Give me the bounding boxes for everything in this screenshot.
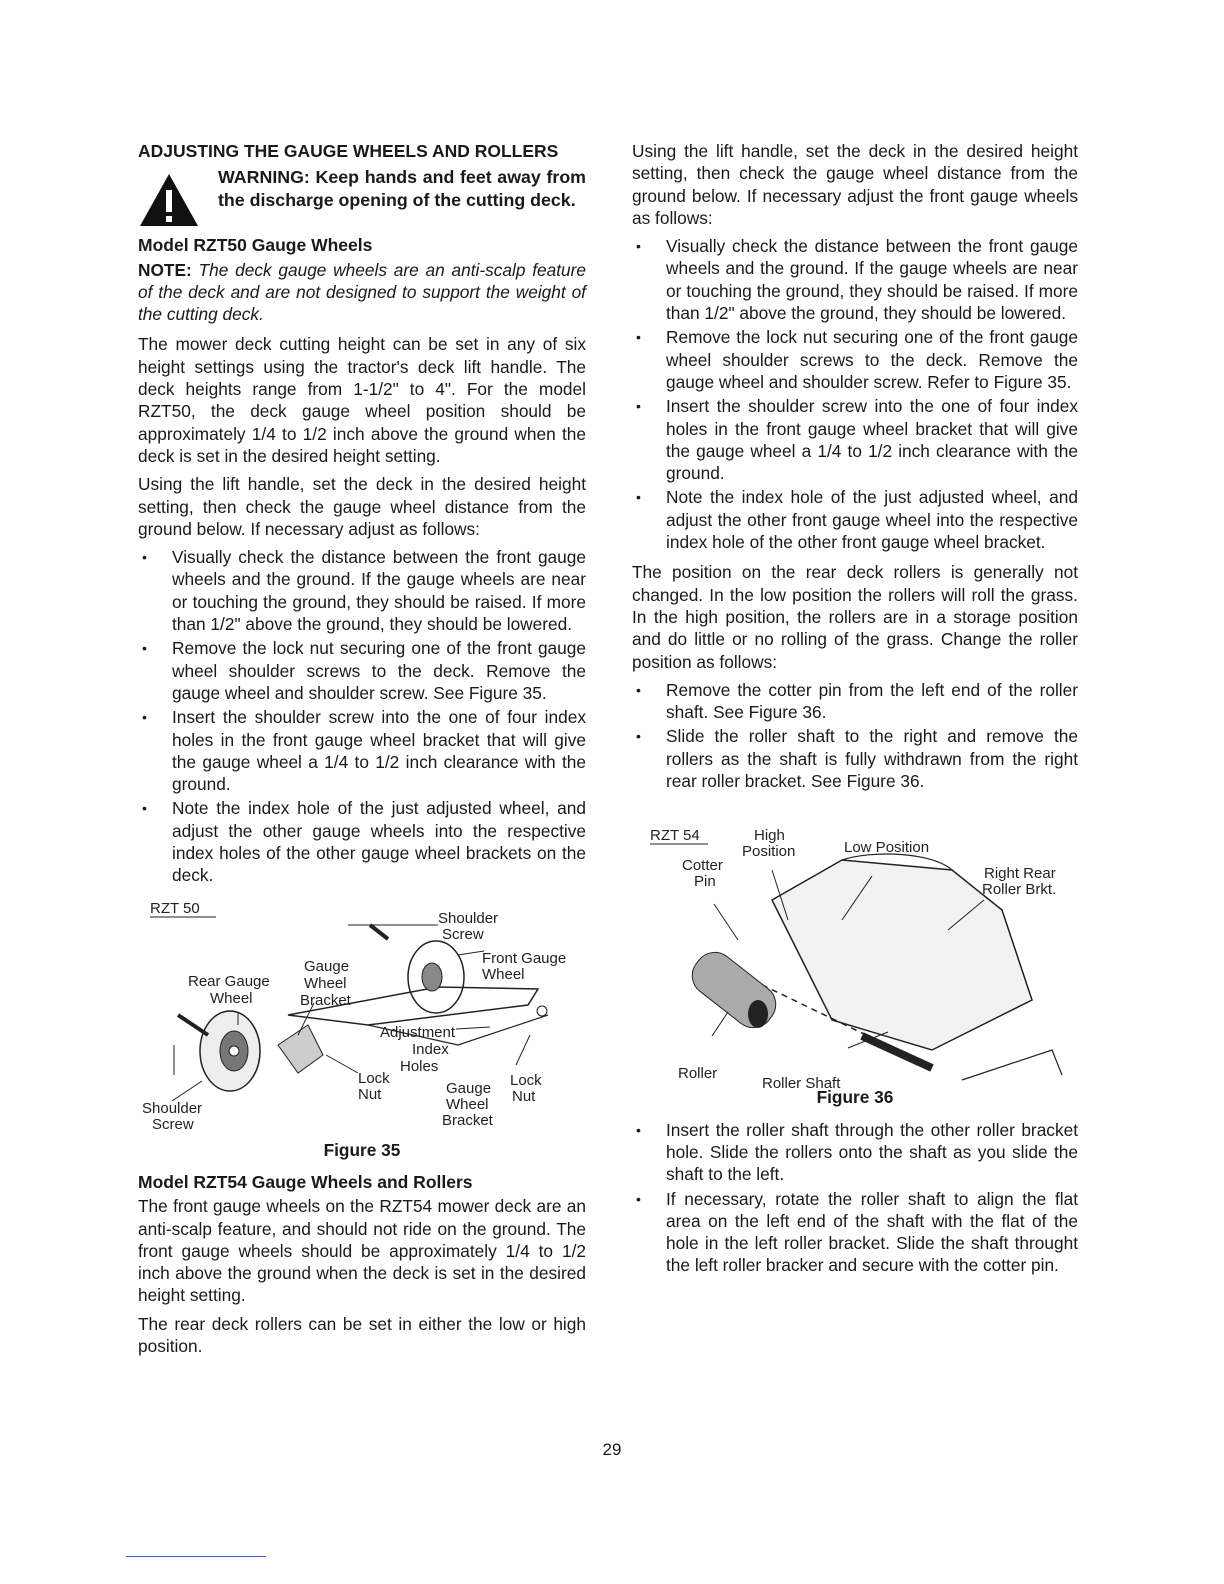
warning-triangle-icon xyxy=(138,172,200,228)
list-item: • Remove the lock nut securing one of the front gauge wheel shoulder screws to the deck. Remove the gauge wheel and shoulder screw. See Figure 35. xyxy=(138,637,586,704)
footer-rule xyxy=(126,1556,266,1557)
paragraph: Using the lift handle, set the deck in the desired height setting, then check the gauge wheel distance from the ground below. If necessary adjust the front gauge wheels as follows: xyxy=(632,141,1078,228)
bullet-list xyxy=(138,546,586,886)
fig36-label: Cotter xyxy=(682,857,723,875)
bullet-list xyxy=(632,679,1078,792)
list-item: • Note the index hole of the just adjusted wheel, and adjust the other gauge wheels into the respective index holes of the other gauge wheel brackets on the deck. xyxy=(138,797,586,886)
fig35-model-label: RZT 50 xyxy=(150,899,200,917)
fig35-label: Index xyxy=(412,1040,449,1058)
list-item: • Insert the roller shaft through the other roller bracket hole. Slide the rollers onto the shaft as you slide the shaft to the left. xyxy=(632,1119,1078,1186)
paragraph: The mower deck cutting height can be set in any of six height settings using the tractor's deck lift handle. The deck heights range from 1-1/2" to 4". For the model RZT50, the deck gauge wheel position should be approximately 1/4 to 1/2 inch above the ground when the deck is set in the desired height setting. xyxy=(138,334,586,466)
fig35-label: Holes xyxy=(400,1057,439,1075)
fig35-label: Screw xyxy=(152,1115,194,1133)
left-column xyxy=(138,140,586,1363)
fig35-label: Shoulder xyxy=(142,1099,203,1117)
list-item: • Visually check the distance between the front gauge wheels and the ground. If the gauge wheels are near or touching the ground, they should be raised. If more than 1/2" above the ground, they should be lowered. xyxy=(138,546,586,635)
fig35-label: Shoulder xyxy=(438,909,499,927)
list-item: • Insert the shoulder screw into the one of four index holes in the front gauge wheel bracket that will give the gauge wheel a 1/4 to 1/2 inch clearance with the ground. xyxy=(138,706,586,795)
right-column xyxy=(632,140,1078,1285)
page-number: 29 xyxy=(602,1440,622,1459)
note-label: NOTE: xyxy=(138,259,192,280)
figure-36 xyxy=(632,800,1078,1108)
note xyxy=(138,259,586,326)
fig35-label: Wheel xyxy=(304,974,347,992)
figure-36-diagram xyxy=(632,800,1078,1093)
fig35-label: Nut xyxy=(358,1085,382,1103)
fig36-label: Roller Shaft xyxy=(762,1075,841,1093)
fig36-label: Position xyxy=(742,843,796,861)
figure-36-caption: Figure 36 xyxy=(816,1087,894,1108)
paragraph: The front gauge wheels on the RZT54 mower deck are an anti-scalp feature, and should not ride on the ground. The front gauge wheels should be approximately 1/4 to 1/2 inch above the ground when the deck is set in the desired height setting. xyxy=(138,1196,586,1306)
list-item: • Remove the cotter pin from the left end of the roller shaft. See Figure 36. xyxy=(632,679,1078,724)
fig35-label: Lock xyxy=(510,1071,542,1089)
bullet-list xyxy=(632,235,1078,553)
fig36-label: Right Rear xyxy=(984,865,1056,883)
bullet-list xyxy=(632,1119,1078,1277)
fig36-label: Roller xyxy=(678,1065,718,1083)
figure-35-caption: Figure 35 xyxy=(323,1139,401,1160)
fig35-label: Lock xyxy=(358,1069,390,1087)
fig36-label: Low Position xyxy=(844,839,930,857)
figure-35-diagram xyxy=(138,895,586,1135)
list-item: • Insert the shoulder screw into the one of four index holes in the front gauge wheel bracket that will give the gauge wheel a 1/4 to 1/2 inch clearance with the ground. xyxy=(632,395,1078,484)
figure-35 xyxy=(138,895,586,1161)
list-item: • Visually check the distance between the front gauge wheels and the ground. If the gauge wheels are near or touching the ground, they should be raised. If more than 1/2" above the ground, they should be lowered. xyxy=(632,235,1078,324)
fig36-label: Pin xyxy=(694,873,716,891)
subheading-rzt54: Model RZT54 Gauge Wheels and Rollers xyxy=(138,1171,473,1192)
fig36-label: Roller Brkt. xyxy=(982,881,1057,899)
list-item: • If necessary, rotate the roller shaft to align the flat area on the left end of the shaft with the flat of the hole in the left roller bracket. Slide the shaft throught the left roller bracker and secure with the cotter pin. xyxy=(632,1188,1078,1277)
fig36-label: High xyxy=(754,827,785,845)
fig35-label: Nut xyxy=(512,1087,536,1105)
fig35-label: Wheel xyxy=(482,965,525,983)
warning-block xyxy=(138,166,586,228)
fig36-model-label: RZT 54 xyxy=(650,827,700,845)
note-text: The deck gauge wheels are an anti-scalp feature of the deck and are not designed to support the weight of the cutting deck. xyxy=(138,259,586,325)
subheading-rzt50: Model RZT50 Gauge Wheels xyxy=(138,235,373,256)
warning-text: WARNING: Keep hands and feet away from the discharge opening of the cutting deck. xyxy=(218,167,586,210)
paragraph: Using the lift handle, set the deck in the desired height setting, then check the gauge wheel distance from the ground below. If necessary adjust as follows: xyxy=(138,474,586,539)
fig35-label: Gauge xyxy=(446,1079,492,1097)
fig35-label: Gauge xyxy=(304,957,350,975)
fig35-label: Wheel xyxy=(210,989,253,1007)
fig35-label: Bracket xyxy=(300,991,351,1009)
fig35-label: Bracket xyxy=(442,1111,493,1129)
fig35-label: Rear Gauge xyxy=(188,972,270,990)
list-item: • Note the index hole of the just adjusted wheel, and adjust the other front gauge wheel into the respective index hole of the other front gauge wheel bracket. xyxy=(632,486,1078,553)
list-item: • Slide the roller shaft to the right and remove the rollers as the shaft is fully withdrawn from the right rear roller bracket. See Figure 36. xyxy=(632,725,1078,792)
list-item: • Remove the lock nut securing one of the front gauge wheel shoulder screws to the deck. Remove the gauge wheel and shoulder screw. Refer to Figure 35. xyxy=(632,326,1078,393)
section-heading: ADJUSTING THE GAUGE WHEELS AND ROLLERS xyxy=(138,141,559,161)
paragraph: The position on the rear deck rollers is generally not changed. In the low position the rollers will roll the grass. In the high position, the rollers are in a storage position and do little or no rolling of the grass. Change the roller position as follows: xyxy=(632,562,1078,672)
paragraph: The rear deck rollers can be set in either the low or high position. xyxy=(138,1313,586,1356)
fig35-label: Screw xyxy=(442,925,484,943)
fig35-label: Front Gauge xyxy=(482,949,567,967)
fig35-label: Adjustment xyxy=(380,1023,456,1041)
fig35-label: Wheel xyxy=(446,1095,489,1113)
